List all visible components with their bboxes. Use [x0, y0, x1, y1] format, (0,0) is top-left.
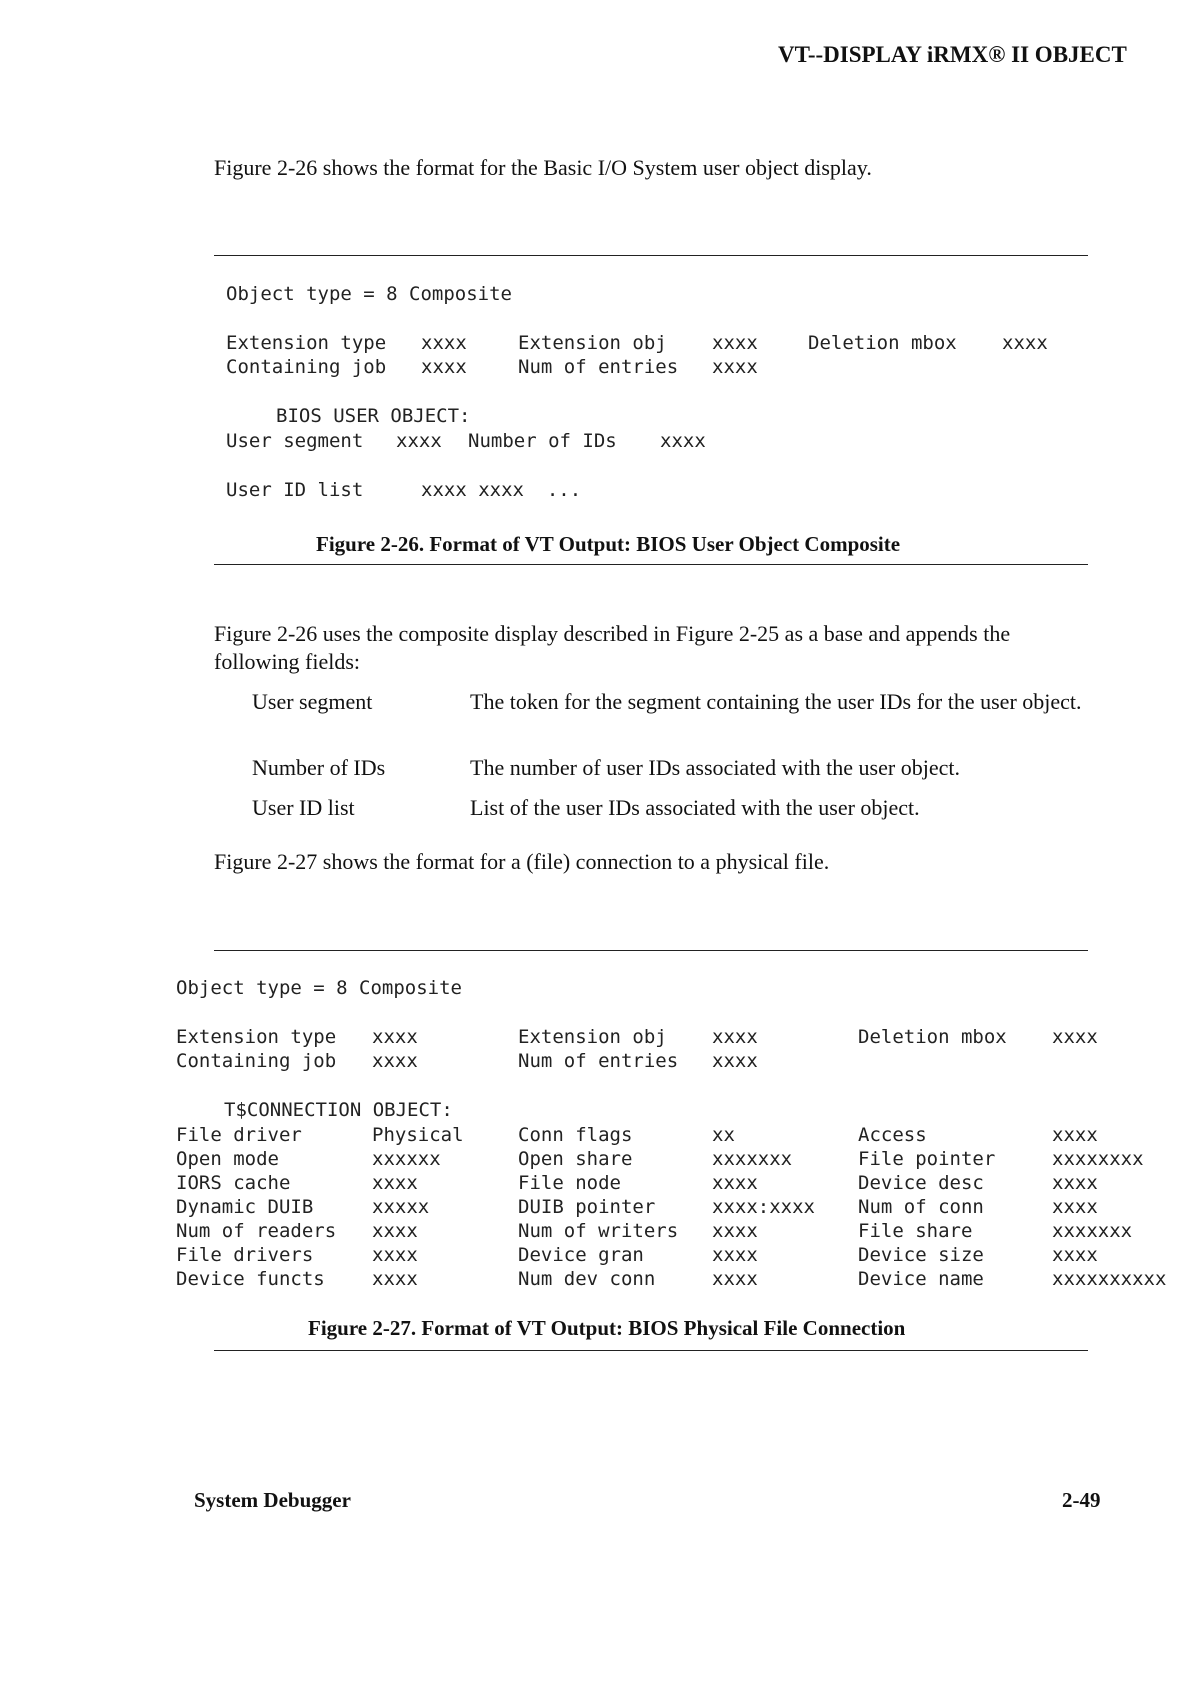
fig27-row-label-a: IORS cache — [176, 1172, 291, 1194]
fig27-row-label-b: DUIB pointer — [518, 1196, 656, 1218]
fig26-row-1-value-b: xxxx — [712, 356, 758, 378]
fig27-row-value-a: xxxx — [372, 1244, 418, 1266]
fig27-row-value-c: xxxxxxxxxx — [1052, 1268, 1167, 1290]
fig27-row-label-a: File driver — [176, 1124, 302, 1146]
fig26-user-segment-label: User segment — [226, 430, 364, 452]
fig27-row-label-b: File node — [518, 1172, 621, 1194]
fig27-row-value-b: xxxx — [712, 1268, 758, 1290]
definition-term: User ID list — [252, 795, 355, 820]
figure-2-27-caption: Figure 2-27. Format of VT Output: BIOS Physical File Connection — [308, 1316, 906, 1340]
fig26-row-0-label-a: Extension type — [226, 332, 387, 354]
fig27-top-row-0-label-a: Extension type — [176, 1026, 337, 1048]
definition-term: Number of IDs — [252, 755, 386, 780]
fig26-row-0-value-b: xxxx — [712, 332, 758, 354]
fig27-top-row-0-value-b: xxxx — [712, 1026, 758, 1048]
fig26-num-ids-value: xxxx — [660, 430, 706, 452]
fig27-row-value-a: xxxxxx — [372, 1148, 441, 1170]
fig27-row-label-c: Num of conn — [858, 1196, 984, 1218]
footer-book-title: System Debugger — [194, 1488, 351, 1512]
fig27-row-label-b: Conn flags — [518, 1124, 633, 1146]
fig26-row-0-label-c: Deletion mbox — [808, 332, 957, 354]
fig27-row-value-c: xxxx — [1052, 1244, 1098, 1266]
figure-2-27-top-rule — [214, 950, 1088, 951]
fig27-row-value-c: xxxxxxx — [1052, 1220, 1133, 1242]
fig26-user-id-list-value: xxxx xxxx ... — [421, 479, 582, 501]
definition-description: The token for the segment containing the user IDs for the user object. — [470, 689, 1082, 714]
fig26-object-type: Object type = 8 Composite — [226, 283, 512, 305]
fig27-object-type: Object type = 8 Composite — [176, 977, 462, 999]
fig26-row-0-value-a: xxxx — [421, 332, 467, 354]
fig27-top-row-1-value-b: xxxx — [712, 1050, 758, 1072]
fig27-row-label-c: Access — [858, 1124, 927, 1146]
fig27-row-label-a: File drivers — [176, 1244, 314, 1266]
definition-description: The number of user IDs associated with the user object. — [470, 755, 960, 780]
fig27-row-value-b: xxxx:xxxx — [712, 1196, 815, 1218]
fig27-row-value-a: xxxx — [372, 1268, 418, 1290]
figure-2-26-caption: Figure 2-26. Format of VT Output: BIOS User Object Composite — [316, 532, 901, 556]
fig26-row-0-label-b: Extension obj — [518, 332, 667, 354]
fig27-row-label-a: Device functs — [176, 1268, 325, 1290]
running-header: VT--DISPLAY iRMX® II OBJECT — [778, 42, 1127, 67]
footer-page-number: 2-49 — [1062, 1488, 1101, 1512]
fig27-row-value-c: xxxx — [1052, 1172, 1098, 1194]
fig27-row-label-a: Open mode — [176, 1148, 279, 1170]
fig27-row-value-c: xxxxxxxx — [1052, 1148, 1144, 1170]
fig27-top-row-1-value-a: xxxx — [372, 1050, 418, 1072]
fig26-user-segment-value: xxxx — [396, 430, 442, 452]
fig27-top-row-1-label-a: Containing job — [176, 1050, 337, 1072]
fig27-row-label-c: File share — [858, 1220, 973, 1242]
fig27-row-label-b: Num dev conn — [518, 1268, 656, 1290]
fig27-row-label-c: Device desc — [858, 1172, 984, 1194]
definition-description: List of the user IDs associated with the user object. — [470, 795, 920, 820]
figure-2-26-top-rule — [214, 255, 1088, 256]
fig27-top-row-0-label-c: Deletion mbox — [858, 1026, 1007, 1048]
fig27-row-value-a: xxxx — [372, 1220, 418, 1242]
paragraph-figure-2-27-intro: Figure 2-27 shows the format for a (file) connection to a physical file. — [214, 849, 830, 874]
fig27-row-value-b: xxxxxxx — [712, 1148, 793, 1170]
figure-2-27-bottom-rule — [214, 1350, 1088, 1351]
fig27-section-title: T$CONNECTION OBJECT: — [224, 1099, 453, 1121]
fig27-row-value-b: xxxx — [712, 1172, 758, 1194]
fig26-row-1-label-a: Containing job — [226, 356, 387, 378]
fig27-row-label-b: Num of writers — [518, 1220, 679, 1242]
fig27-row-value-b: xxxx — [712, 1220, 758, 1242]
fig27-row-value-a: Physical — [372, 1124, 464, 1146]
fig27-row-label-b: Open share — [518, 1148, 633, 1170]
fig27-row-value-a: xxxx — [372, 1172, 418, 1194]
fig27-row-label-c: File pointer — [858, 1148, 996, 1170]
fig26-row-1-value-a: xxxx — [421, 356, 467, 378]
figure-2-26-bottom-rule — [214, 564, 1088, 565]
fig27-row-label-b: Device gran — [518, 1244, 644, 1266]
fig27-row-label-c: Device name — [858, 1268, 984, 1290]
fig27-row-label-a: Dynamic DUIB — [176, 1196, 314, 1218]
fig27-row-value-b: xxxx — [712, 1244, 758, 1266]
fig26-row-1-label-b: Num of entries — [518, 356, 679, 378]
intro-paragraph: Figure 2-26 shows the format for the Basic I/O System user object display. — [214, 155, 872, 180]
fig27-row-value-c: xxxx — [1052, 1196, 1098, 1218]
fig27-row-value-a: xxxxx — [372, 1196, 430, 1218]
fig26-section-title: BIOS USER OBJECT: — [276, 405, 471, 427]
fig27-top-row-0-label-b: Extension obj — [518, 1026, 667, 1048]
fig27-row-label-a: Num of readers — [176, 1220, 337, 1242]
paragraph-figure-2-26-fields: Figure 2-26 uses the composite display described in Figure 2-25 as a base and appends the following fields: — [214, 621, 1011, 674]
fig27-top-row-0-value-a: xxxx — [372, 1026, 418, 1048]
fig27-row-label-c: Device size — [858, 1244, 984, 1266]
definition-term: User segment — [252, 689, 373, 714]
fig27-row-value-c: xxxx — [1052, 1124, 1098, 1146]
fig26-num-ids-label: Number of IDs — [468, 430, 617, 452]
fig27-row-value-b: xx — [712, 1124, 735, 1146]
fig27-top-row-0-value-c: xxxx — [1052, 1026, 1098, 1048]
fig26-row-0-value-c: xxxx — [1002, 332, 1048, 354]
fig26-user-id-list-label: User ID list — [226, 479, 364, 501]
fig27-top-row-1-label-b: Num of entries — [518, 1050, 679, 1072]
